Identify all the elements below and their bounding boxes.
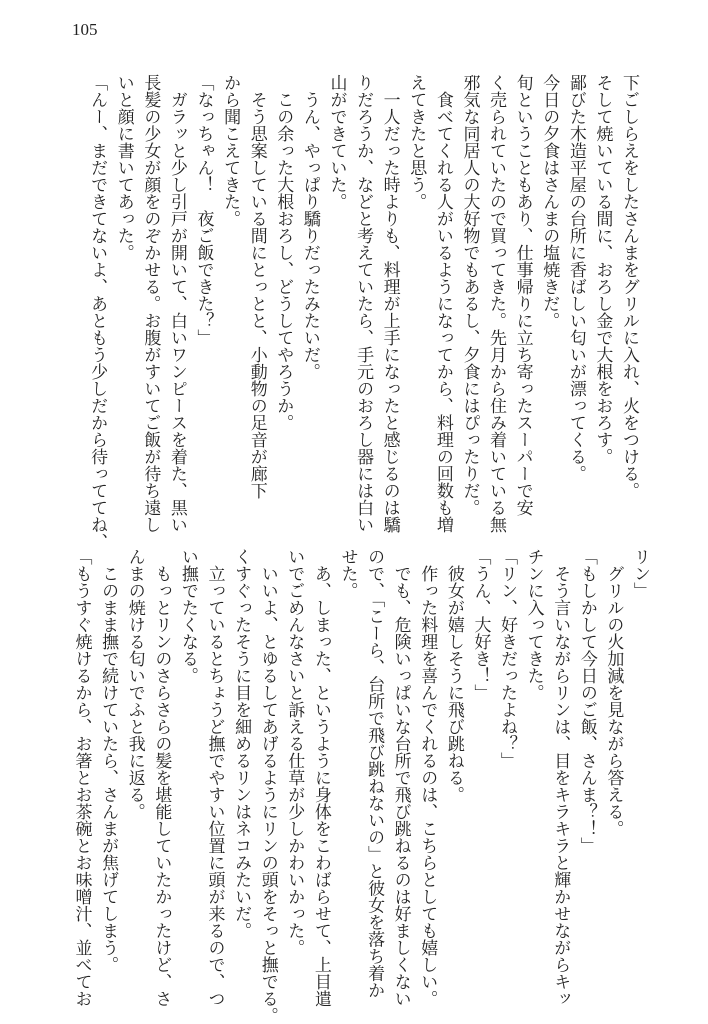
text-line: 作った料理を喜んでくれるのは、こちらとしても嬉しい。 [417, 548, 438, 1007]
text-line: く売られていたので買ってきた。先月から住み着いている無 [486, 74, 507, 533]
text-line: そう思案している間にとっとと、小動物の足音が廊下 [246, 74, 267, 499]
text-line: グリルの火加減を見ながら答える。 [603, 548, 624, 837]
text-line: 「なっちゃん！ 夜ご飯できた？」 [193, 74, 214, 346]
text-line: リン」 [630, 548, 650, 599]
text-line: から聞こえてきた。 [220, 74, 241, 227]
text-line: そう言いながらリンは、目をキラキラと輝かせながらキッ [550, 548, 571, 1007]
text-line: 「もしかして今日のご飯、さんま？！」 [576, 548, 597, 854]
text-line: 下ごしらえをしたさんまをグリルに入れ、火をつける。 [619, 74, 639, 499]
text-line: いでごめんなさいと訴える仕草が少しかわいかった。 [284, 548, 305, 956]
text-line: 立っているとちょうど撫でやすい位置に頭が来るので、つ [204, 548, 225, 1007]
text-line: りだろうか、などと考えていたら、手元のおろし器には白い [353, 74, 374, 533]
text-block-upper [84, 74, 642, 550]
text-line: あ、しまった、というように身体をこわばらせて、上目遣 [310, 548, 331, 1007]
text-line: 鄙びた木造平屋の台所に香ばしい匂いが漂ってくる。 [565, 74, 586, 482]
text-line: 今日の夕食はさんまの塩焼きだ。 [539, 74, 560, 329]
text-line: せた。 [337, 548, 358, 599]
text-line: 旬ということもあり、仕事帰りに立ち寄ったスーパーで安 [512, 74, 533, 516]
text-line: 食べてくれる人がいるようになってから、料理の回数も増 [432, 74, 453, 533]
text-line: 一人だった時よりも、料理が上手になったと感じるのは驕 [379, 74, 400, 533]
text-line: チンに入ってきた。 [523, 548, 544, 701]
text-line: 長髪の少女が顔をのぞかせる。お腹がすいてご飯が待ち遠し [140, 74, 161, 533]
text-line: 「うん、大好き！」 [470, 548, 491, 701]
text-line: 彼女が嬉しそうに飛び跳ねる。 [443, 548, 464, 803]
text-line: このまま撫で続けていたら、さんまが焦げてしまう。 [98, 548, 119, 973]
text-line: でも、危険いっぱいな台所で飛び跳ねるのは好ましくない [390, 548, 411, 1007]
text-block-lower [68, 548, 653, 1024]
text-line: いいよ、とゆるしてあげるようにリンの頭をそっと撫でる。 [257, 548, 278, 1024]
page-number: 105 [72, 20, 98, 39]
text-line: ガラッと少し引戸が開いて、白いワンピースを着た、黒い [166, 74, 187, 533]
text-line: 山ができていた。 [326, 74, 347, 210]
text-line: 「リン、好きだったよね？」 [497, 548, 518, 769]
text-line: んまの焼ける匂いでふと我に返る。 [124, 548, 145, 820]
text-line: そして焼いている間に、おろし金で大根をおろす。 [592, 74, 613, 465]
text-line: 「んー、まだできてないよ、あともう少しだから待っててね、 [87, 74, 108, 550]
text-line: いと顔に書いてあった。 [113, 74, 134, 261]
text-line: ので、「こーら、台所で飛び跳ねないの」と彼女を落ち着か [364, 548, 385, 999]
text-line: 邪気な同居人の大好物でもあるし、夕食にはぴったりだ。 [459, 74, 480, 516]
text-line: い撫でたくなる。 [177, 548, 198, 684]
text-line: もっとリンのさらさらの髪を堪能していたかったけど、さ [151, 548, 172, 1007]
text-line: うん、やっぱり驕りだったみたいだ。 [299, 74, 320, 380]
text-line: 「もうすぐ焼けるから、お箸とお茶碗とお味噌汁、並べてお [71, 548, 92, 1007]
text-line: この余った大根おろし、どうしてやろうか。 [273, 74, 294, 431]
text-line: えてきたと思う。 [406, 74, 427, 210]
text-line: くすぐったそうに目を細めるリンはネコみたいだ。 [231, 548, 252, 939]
